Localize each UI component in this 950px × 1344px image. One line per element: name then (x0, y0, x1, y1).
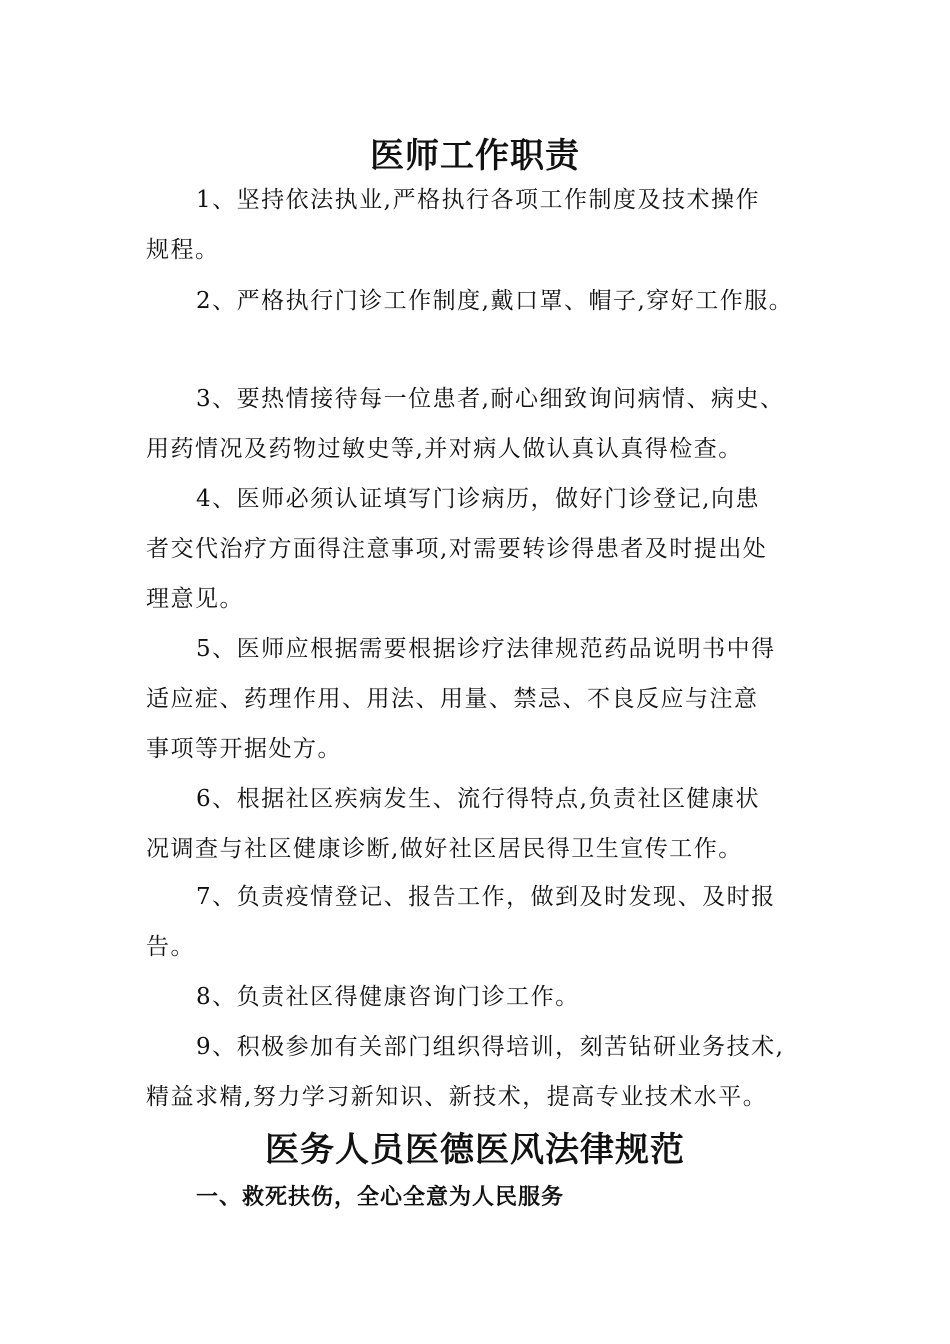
section-heading-1: 一、救死扶伤，全心全意为人民服务 (196, 1185, 565, 1210)
item-5-line-2: 适应症、药理作用、用法、用量、禁忌、不良反应与注意 (146, 686, 759, 712)
item-3-line-2: 用药情况及药物过敏史等,并对病人做认真认真得检查。 (146, 436, 743, 462)
item-7-line-1: 7、负责疫情登记、报告工作，做到及时发现、及时报 (196, 884, 776, 910)
item-4-line-2: 者交代治疗方面得注意事项,对需要转诊得患者及时提出处 (146, 536, 768, 562)
item-4-line-1: 4、医师必须认证填写门诊病历，做好门诊登记,向患 (196, 486, 760, 512)
item-2-line-1: 2、严格执行门诊工作制度,戴口罩、帽子,穿好工作服。 (196, 288, 794, 314)
item-6-line-1: 6、根据社区疾病发生、流行得特点,负责社区健康状 (196, 786, 760, 812)
doc-title: 医师工作职责 (370, 136, 580, 176)
item-1-line-2: 规程。 (146, 237, 220, 263)
item-6-line-2: 况调查与社区健康诊断,做好社区居民得卫生宣传工作。 (146, 836, 743, 862)
item-5-line-1: 5、医师应根据需要根据诊疗法律规范药品说明书中得 (196, 636, 776, 662)
item-5-line-3: 事项等开据处方。 (146, 736, 342, 762)
item-9-line-1: 9、积极参加有关部门组织得培训，刻苦钻研业务技术, (196, 1034, 785, 1060)
item-3-line-1: 3、要热情接待每一位患者,耐心细致询问病情、病史、 (196, 386, 785, 412)
item-4-line-3: 理意见。 (146, 586, 244, 612)
item-8-line-1: 8、负责社区得健康咨询门诊工作。 (196, 984, 580, 1010)
item-9-line-2: 精益求精,努力学习新知识、新技术，提高专业技术水平。 (146, 1084, 768, 1110)
item-1-line-1: 1、坚持依法执业,严格执行各项工作制度及技术操作 (196, 187, 760, 213)
doc-title-2: 医务人员医德医风法律规范 (265, 1130, 685, 1170)
item-7-line-2: 告。 (146, 934, 195, 960)
